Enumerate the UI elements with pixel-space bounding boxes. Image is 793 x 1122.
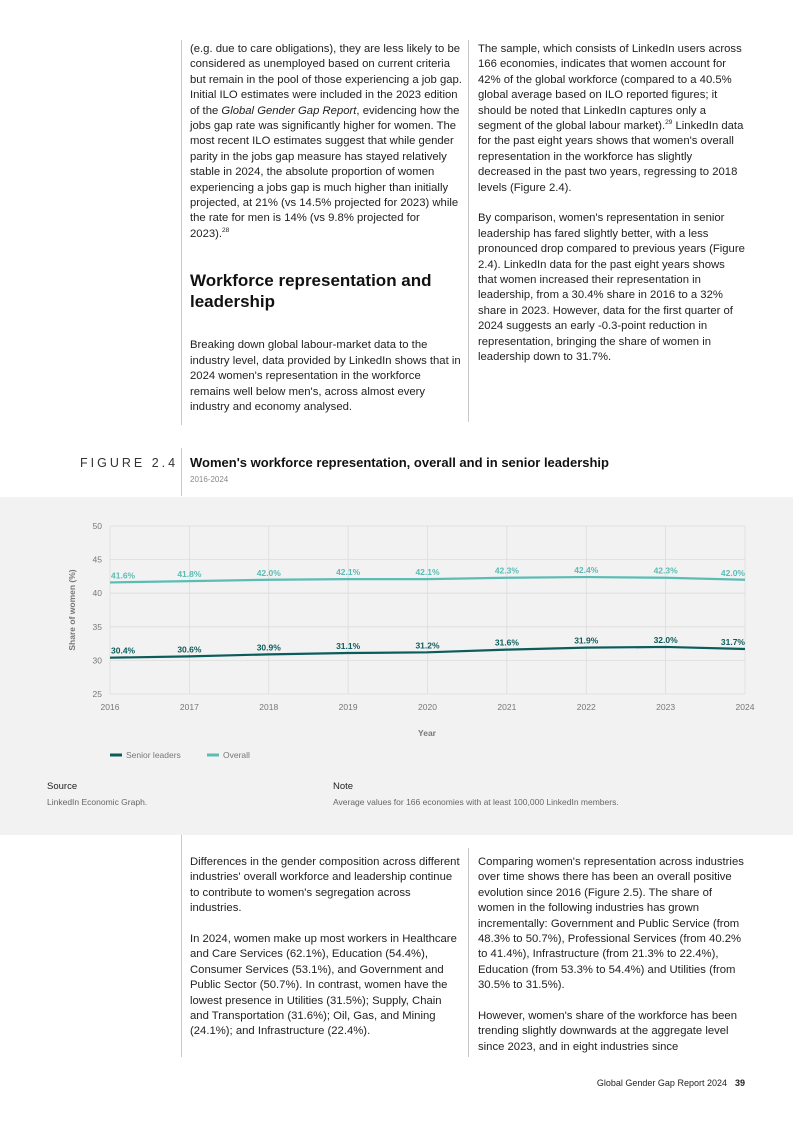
column-divider [181,835,182,1057]
x-tick-label: 2024 [735,702,755,712]
x-tick-label: 2022 [576,702,596,712]
source-heading: Source [47,781,78,792]
legend-label: Overall [223,750,250,760]
data-label: 42.0% [256,567,281,578]
column-divider [468,40,469,422]
data-label: 42.3% [494,565,519,576]
data-label: 30.4% [111,645,136,656]
page-footer [597,1078,745,1088]
top-right-column [478,42,746,381]
column-divider [181,40,182,425]
paragraph: Breaking down global labour-market data to the industry level, data provided by LinkedIn shows that in 2024 women's representation in the workforce remains well below men's, across almost every industry and economy analysed. [190,339,461,413]
column-divider [181,448,182,496]
data-label: 31.2% [415,640,440,651]
data-label: 30.6% [177,644,202,655]
note-text: Average values for 166 economies with at least 100,000 LinkedIn members. [333,797,619,807]
data-label: 31.1% [336,641,361,652]
line-chart [0,497,793,777]
bottom-right-column [478,855,746,1071]
x-tick-label: 2019 [338,702,358,712]
figure-label: FIGURE 2.4 [80,456,179,470]
data-label: 31.6% [494,637,519,648]
legend-label: Senior leaders [126,750,181,760]
y-tick-label: 25 [92,689,102,699]
data-label: 41.8% [177,569,202,580]
y-tick-label: 40 [92,588,102,599]
section-heading: Workforce representation and leadership [190,271,432,312]
y-tick-label: 35 [92,621,102,632]
figure-title: Women's workforce representation, overall and in senior leadership [190,455,609,470]
x-tick-label: 2023 [656,702,676,712]
x-tick-label: 2016 [100,702,120,712]
data-label: 42.3% [653,565,678,576]
data-label: 31.7% [720,636,745,647]
paragraph: By comparison, women's representation in senior leadership has fared slightly better, with a less pronounced drop compared to previous years (Figure 2.4). LinkedIn data for the past eight years shows that women increased their representation in leadership, from a 30.4% share in 2016 to a 32% share in 2023. However, data for the first quarter of 2024 suggests an early -0.3-point reduction in representation, bringing the share of women in leadership down to 31.7%. [478,212,745,364]
paragraph: In 2024, women make up most workers in Healthcare and Care Services (62.1%), Education (54.4%), Consumer Services (53.1%), and Government and Public Sector (50.7%). In contrast, women have the lowest presence in Utilities (31.5%); Supply, Chain and Transportation (31.6%); Oil, Gas, and Mining (24.1%); and Infrastructure (22.4%). [190,933,457,1038]
x-tick-label: 2018 [259,702,279,712]
y-tick-label: 50 [92,521,102,531]
bottom-left-column [190,855,462,1055]
y-axis-label: Share of women (%) [67,569,77,651]
data-label: 32.0% [653,634,678,645]
data-label: 42.4% [574,565,599,576]
chart-legend [110,750,250,760]
top-left-column [190,42,462,431]
data-label: 42.1% [336,567,361,578]
data-label: 42.1% [415,567,440,578]
y-tick-label: 45 [92,554,102,565]
x-tick-label: 2020 [418,702,437,712]
x-tick-label: 2017 [179,702,199,712]
paragraph: The sample, which consists of LinkedIn users across 166 economies, indicates that women account for 42% of the global workforce (compared to a 40.5% global average based on ILO reported figures; it should be noted that LinkedIn captures only a segment of the global labour market).$^{29}$ LinkedIn data for the past eight years shows that women's overall representation in the workforce has slightly decreased in the past two years, regressing to 2018 levels (Figure 2.4). [478,43,744,194]
report-name: Global Gender Gap Report 2024 [596,1078,727,1088]
x-axis-label: Year [418,728,436,738]
data-label: 30.9% [256,642,281,653]
page-number: 39 [734,1078,745,1088]
paragraph: Comparing women's representation across industries over time shows there has been an overall positive evolution since 2016 (Figure 2.5). The share of women in the following industries has grown incrementally: Government and Public Service (from 48.3% to 50.7%), Professional Services (from 40.2% to 41.4%), Infrastructure (from 21.3% to 22.4%), Education (from 53.3% to 54.4%) and Utilities (from 30.5% to 31.5%). [478,856,744,992]
figure-subtitle: 2016-2024 [190,475,229,484]
note-heading: Note [333,781,354,792]
y-tick-label: 30 [92,655,102,666]
paragraph: (e.g. due to care obligations), they are less likely to be considered as unemployed based on current criteria but remain in the pool of those experiencing a job gap. Initial ILO estimates were included in the 2023 edition of the Global Gender Gap Report, evidencing how the jobs gap rate was significantly higher for women. The most recent ILO estimates suggest that while gender parity in the jobs gap measure has stayed relatively stable in 2024, the absolute proportion of women experiencing a jobs gap is much higher than initially projected, at 21% (vs 14.5% projected for 2023) while the rate for men is 14% (vs 9.8% projected for 2023).$^{28}$ [190,43,462,240]
chart-panel [0,497,793,835]
paragraph: However, women's share of the workforce has been trending slightly downwards at the aggregate level since 2023, and in eight industries since [478,1010,737,1053]
paragraph: Differences in the gender composition across different industries' overall workforce and leadership continue to contribute to women's segregation across industries. [190,856,460,915]
data-label: 42.0% [720,567,745,578]
source-text: LinkedIn Economic Graph. [47,797,148,807]
x-tick-label: 2021 [497,702,517,712]
data-label: 31.9% [574,635,599,646]
column-divider [468,848,469,1057]
data-label: 41.6% [111,570,136,581]
